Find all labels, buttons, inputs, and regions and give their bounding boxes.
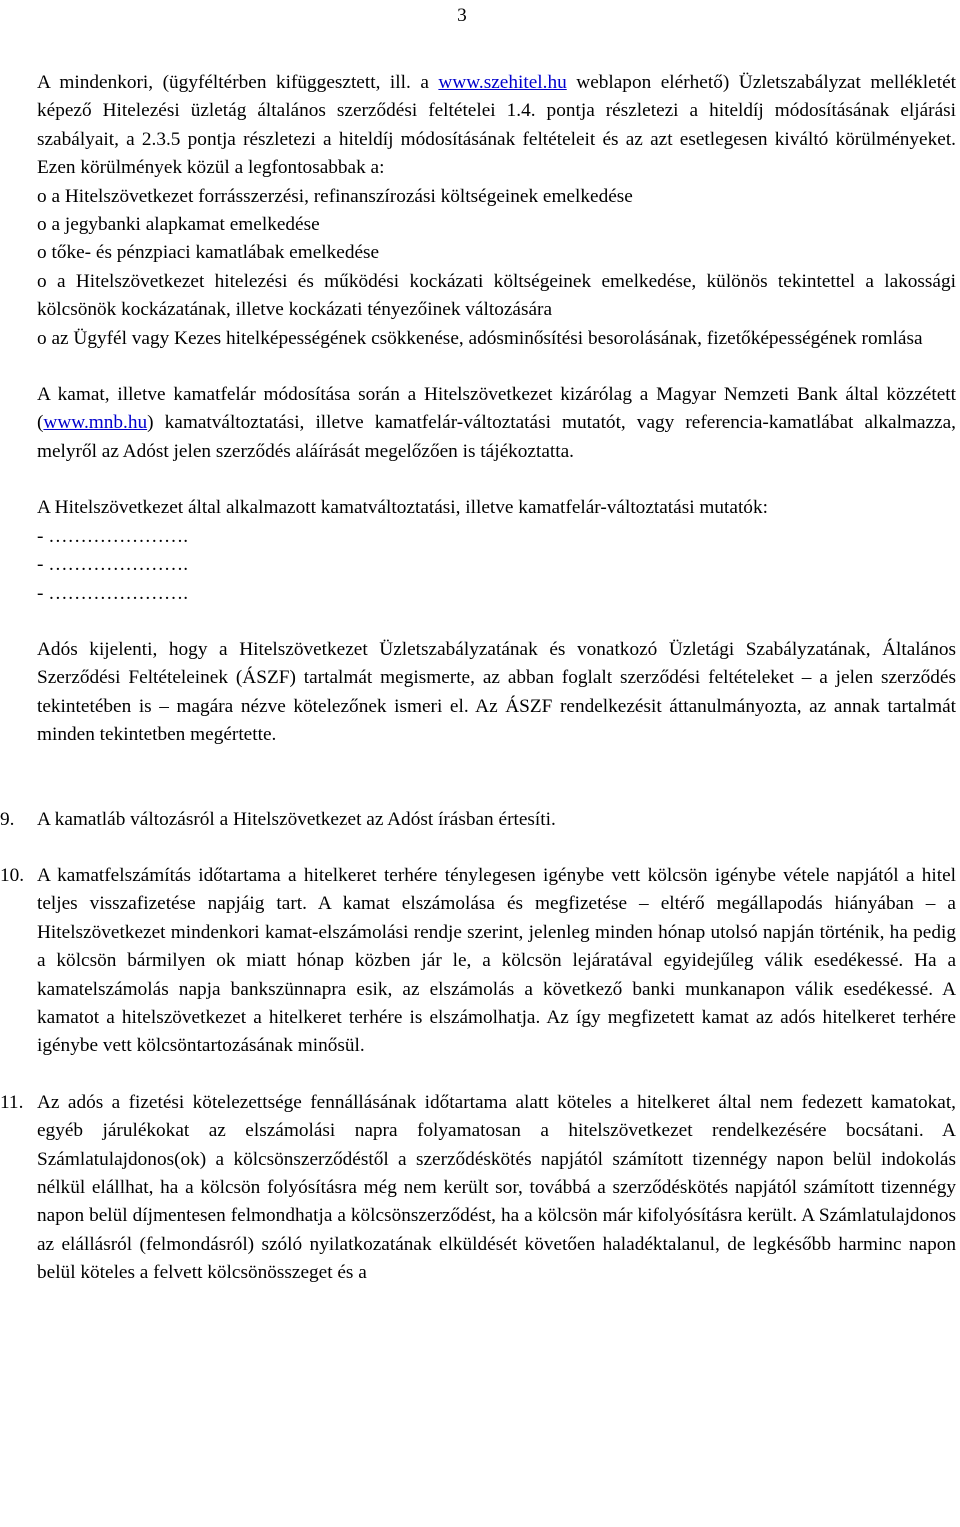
section-number: 10. — [0, 864, 25, 886]
section-11 — [0, 1089, 956, 1288]
intro-paragraph — [37, 69, 956, 183]
intro-list-item: o tőke- és pénzpiaci kamatlábak emelkedése — [37, 242, 380, 264]
section-text: Az adós a fizetési kötelezettsége fennállásának időtartama alatt köteles a hitelkeret által nem fedezett kamatokat, egyéb járulékokat az elszámolási napra folyamatosan a hitelszövetkezet rendelkezésére bocsátani. A Számlatulajdonos(ok) a kölcsönszerződéstől a szerződéskötés napjától számított tizennégy napon belül indokolás nélkül elállhat, ha a kölcsön folyósításra még nem került sor, továbbá a szerződéskötés napjától számított tizennégy napon belül díjmentesen felmondhatja a kölcsönszerződést, ha a kölcsön már kifolyósításra került. A Számlatulajdonos az elállásról (felmondásról) szóló nyilatkozatának elküldését követően haladéktalanul, de legkésőbb harminc napon belül köteles a felvett kölcsönösszeget és a — [37, 1091, 956, 1284]
section-number: 9. — [0, 808, 15, 830]
section-9 — [0, 806, 956, 834]
mutatok-paragraph: A Hitelszövetkezet által alkalmazott kamatváltoztatási, illetve kamatfelár-változtatási mutatók: — [37, 497, 768, 519]
intro-list-item: o a Hitelszövetkezet hitelezési és működési kockázati költségeinek emelkedése, különös tekintettel a lakossági kölcsönök kockázatának, illetve kockázati tényezőinek változására — [37, 270, 956, 321]
section-number: 11. — [0, 1091, 24, 1113]
intro-text-end: weblapon elérhető) Üzletszabályzat mellékletét képező Hitelezési üzletág általános szerződési feltételei 1.4. pontja részletezi a hiteldíj módosításának eljárási szabályait, a 2.3.5 pontja részletezi a hiteldíj módosításának feltételeit és az azt esetlegesen kiváltó körülményeket. Ezen körülmények közül a legfontosabbak a: — [37, 72, 956, 179]
page-number: 3 — [457, 5, 467, 26]
mnb-link[interactable]: www.mnb.hu — [43, 412, 148, 434]
intro-list-item: o a jegybanki alapkamat emelkedése — [37, 214, 320, 236]
section-text: A kamatfelszámítás időtartama a hitelkeret terhére ténylegesen igénybe vett kölcsön igénybe vétele napjától a hitel teljes visszafizetése napjáig tart. A kamat elszámolása és megfizetése – eltérő megállapodás hiányában – a Hitelszövetkezet mindenkori kamat-elszámolási rendje szerint, jelenleg minden hónap utolsó napján történik, ha pedig a kölcsön bármilyen ok miatt hónap közben jár le, a kölcsön lejáratával egyidejűleg válik esedékessé. Ha a kamatelszámolás napja bankszünnapra esik, az elszámolás a következő banki munkanapon válik esedékessé. A kamatot a hitelszövetkezet a hitelkeret terhére is elszámolhatja. Az így megfizetett kamat az adós hitelkeret terhére igénybe vett kölcsöntartozásának minősül. — [37, 864, 956, 1057]
mutato-blank: - …………………. — [37, 525, 189, 547]
ados-paragraph: Adós kijelenti, hogy a Hitelszövetkezet Üzletszabályzatának és vonatkozó Üzletági Szabályzatának, Általános Szerződési Feltételeinek (ÁSZF) tartalmát megismerte, az abban foglalt szerződési feltételeket – a jelen szerződés tekintetében is – magára nézve kötelezőnek ismeri el. Az ÁSZF rendelkezésit áttanulmányozta, az annak tartalmát minden tekintetben megértette. — [37, 638, 956, 746]
kamat-text-end: ) kamatváltoztatási, illetve kamatfelár-változtatási mutatót, vagy referencia-kamatlábat alkalmazza, melyről az Adóst jelen szerződés aláírását megelőzően is tájékoztatta. — [37, 412, 956, 462]
section-text: A kamatláb változásról a Hitelszövetkezet az Adóst írásban értesíti. — [37, 808, 556, 830]
intro-list-item: o az Ügyfél vagy Kezes hitelképességének csökkenése, adósminősítési besorolásának, fizetőképességének romlása — [37, 327, 923, 349]
intro-list-item: o a Hitelszövetkezet forrásszerzési, refinanszírozási költségeinek emelkedése — [37, 185, 633, 207]
intro-text-start: A mindenkori, (ügyféltérben kifüggesztett, ill. a — [37, 72, 439, 93]
section-10 — [0, 862, 956, 1061]
document-body — [0, 69, 956, 1288]
kamat-text-start: A kamat, illetve kamatfelár módosítása során a Hitelszövetkezet kizárólag a Magyar Nemzeti Bank által közzétett ( — [37, 384, 956, 434]
szehitel-link[interactable]: www.szehitel.hu — [438, 72, 567, 93]
kamat-paragraph — [37, 381, 956, 466]
mutato-blank: - …………………. — [37, 554, 189, 576]
mutato-blank: - …………………. — [37, 582, 189, 604]
